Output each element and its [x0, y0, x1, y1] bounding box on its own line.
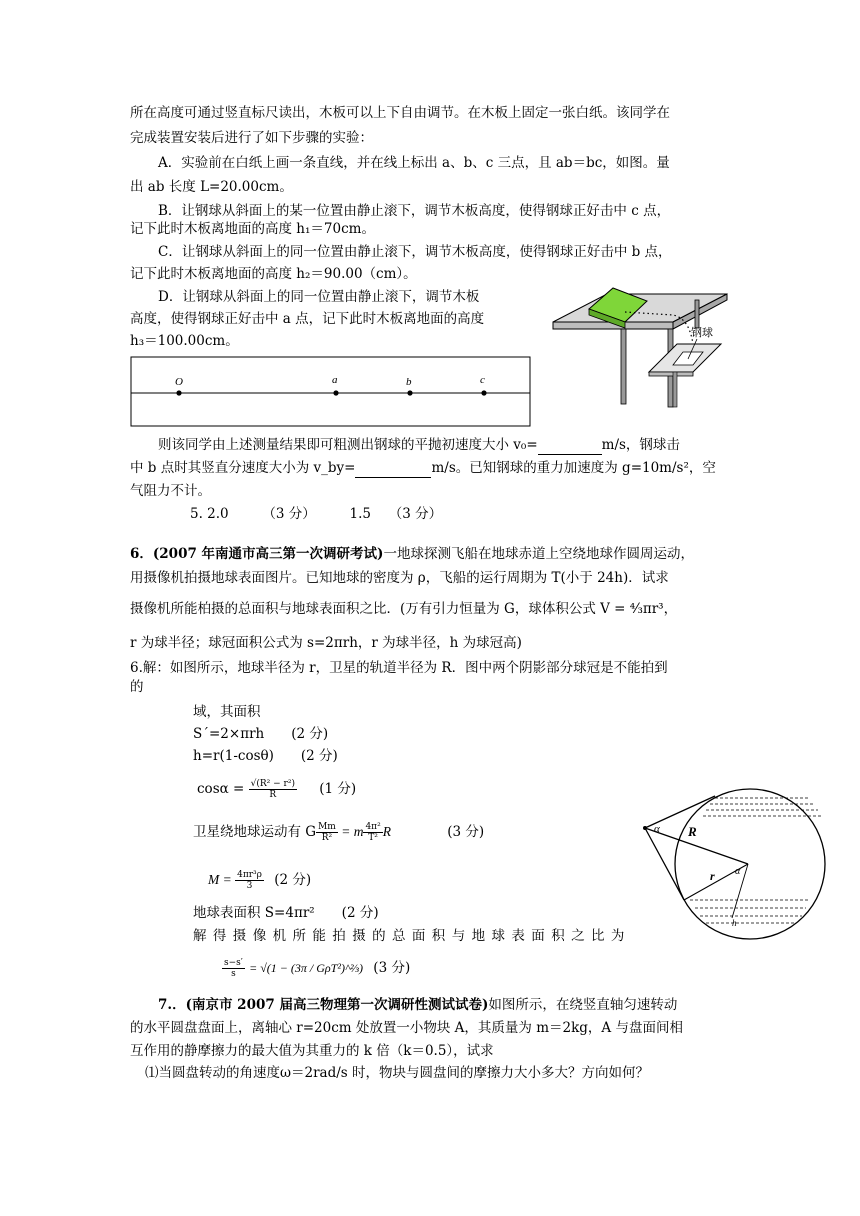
step-a-line-1: A．实验前在白纸上画一条直线，并在线上标出 a、b、c 三点，且 ab＝bc，如图。量 [158, 155, 670, 171]
gravity-den-2: T² [368, 833, 378, 843]
question-line-1-post: m/s，钢球击 [601, 437, 680, 453]
earth-circle [675, 789, 825, 939]
point-c [481, 390, 486, 395]
problem6-line-1-rest: 一地球探测飞船在地球赤道上空绕地球作圆周运动， [383, 546, 694, 562]
paper-strip-figure [130, 356, 532, 428]
gravity-mid: = m [337, 824, 364, 839]
intro-line-2: 完成装置安装后进行了如下步骤的实验： [130, 130, 373, 146]
label-a: a [332, 374, 338, 386]
apparatus-figure [545, 284, 730, 412]
label-h: h [732, 918, 737, 928]
solution-mass-eq [208, 870, 311, 891]
label-c: c [480, 374, 485, 386]
point-a [333, 390, 338, 395]
problem7-source: 7.．(南京市 2007 届高三物理第一次调研性测试试卷) [158, 997, 489, 1013]
cos-denominator: R [269, 790, 277, 800]
problem7-line-3: 互作用的静摩擦力的最大值为其重力的 k 倍（k＝0.5），试求 [130, 1043, 494, 1059]
label-alpha-2: α [735, 866, 741, 877]
question-line-1-pre: 则该同学由上述测量结果即可粗测出钢球的平抛初速度大小 v₀= [158, 437, 538, 453]
solution-earth-area: 地球表面积 S=4πr² (2 分) [193, 905, 379, 921]
problem7-line-4: ⑴当圆盘转动的角速度ω＝2rad/s 时，物块与圆盘间的摩擦力大小多大？方向如何？ [145, 1065, 650, 1081]
step-d-line-1: D．让钢球从斜面上的同一位置由静止滚下，调节木板 [158, 289, 480, 305]
gravity-den-1: R² [321, 833, 333, 843]
gravity-num-2: 4π² [365, 822, 381, 832]
step-d-line-3: h₃＝100.00cm。 [130, 333, 239, 349]
label-b: b [406, 376, 412, 388]
mass-den: 3 [246, 881, 253, 891]
label-alpha-1: α [654, 823, 660, 835]
gravity-fraction-1 [316, 822, 338, 843]
solution-final-eq [222, 958, 410, 979]
point-o [176, 390, 181, 395]
step-b-line-2: 记下此时木板离地面的高度 h₁＝70cm。 [130, 221, 375, 237]
final-fraction [222, 958, 245, 979]
problem6-line-1 [130, 545, 694, 563]
final-points: (3 分) [373, 960, 411, 976]
cos-lhs: cosα = [197, 781, 249, 797]
answer-blank-v0[interactable] [538, 436, 602, 455]
solution-cap-height: h=r(1-cosθ) (2 分) [193, 748, 338, 764]
solution-ratio-text: 解得摄像机所能拍摄的总面积与地球表面积之比为 [193, 928, 631, 944]
label-o: O [175, 376, 183, 388]
orbit-figure [640, 768, 840, 958]
step-d-line-2: 高度，使得钢球正好击中 a 点，记下此时木板离地面的高度 [130, 311, 485, 327]
step-b-line-1: B．让钢球从斜面上的某一位置由静止滚下，调节木板高度，使得钢球正好击中 c 点， [158, 203, 671, 219]
solution-gravity-eq [193, 822, 484, 843]
final-num: s−s′ [224, 958, 243, 968]
cos-fraction [249, 779, 297, 800]
question-line-1 [158, 436, 680, 455]
final-den: s [231, 969, 236, 979]
problem6-line-2: 用摄像机拍摄地球表面图片。已知地球的密度为 ρ，飞船的运行周期为 T(小于 24h)．试求 [130, 570, 669, 586]
steel-ball-label: 钢球 [691, 327, 713, 339]
intro-line-1: 所在高度可通过竖直标尺读出，木板可以上下自由调节。在木板上固定一张白纸。该同学在 [130, 105, 670, 121]
cos-points: (1 分) [319, 781, 357, 797]
problem7-line-1 [158, 996, 677, 1014]
gravity-rhs: R [382, 824, 391, 839]
problem6-line-4: r 为球半径；球冠面积公式为 s=2πrh，r 为球半径，h 为球冠高) [130, 635, 522, 651]
question-line-2-pre: 中 b 点时其竖直分速度大小为 v_by= [130, 460, 356, 476]
cos-numerator: √(R² − r²) [250, 779, 295, 789]
question-line-2-post: m/s。已知钢球的重力加速度为 g=10m/s²，空 [431, 460, 716, 476]
label-R: R [688, 824, 697, 839]
solution-cos-eq [197, 779, 356, 800]
gravity-fraction-2 [363, 822, 382, 843]
mass-lhs: M = [208, 872, 236, 887]
step-c-line-2: 记下此时木板离地面的高度 h₂＝90.00（cm）。 [130, 266, 417, 282]
answer-line: 5. 2.0 （3 分） 1.5 （3 分） [190, 506, 443, 522]
question-line-2 [130, 459, 716, 478]
problem6-line-3: 摄像机所能柏摄的总面积与地球表面积之比．(万有引力恒量为 G，球体积公式 V = ⁴⁄₃πr³， [130, 601, 678, 617]
answer-blank-vby[interactable] [355, 459, 431, 478]
label-r: r [710, 869, 715, 883]
question-line-3: 气阻力不计。 [130, 483, 211, 499]
gravity-points: (3 分) [447, 824, 485, 840]
problem7-line-2: 的水平圆盘盘面上，离轴心 r=20cm 处放置一小物块 A，其质量为 m＝2kg，A 与盘面间相 [130, 1020, 683, 1036]
problem6-source: 6．(2007 年南通市高三第一次调研考试) [130, 546, 384, 562]
shaded-cap-bottom [690, 900, 810, 923]
solution-cap-area: S´=2×πrh (2 分) [193, 726, 329, 742]
gravity-lhs: 卫星绕地球运动有 G [193, 824, 317, 840]
solution-area-intro: 域，其面积 [193, 704, 261, 720]
problem7-line-1-rest: 如图所示，在绕竖直轴匀速转动 [488, 997, 678, 1013]
solution-line-2: 的 [130, 679, 144, 695]
final-expression: = √(1 − (3π / GρT²)^⅔) [249, 961, 363, 975]
shaded-cap-top [703, 798, 821, 816]
mass-num: 4πr³ρ [237, 870, 262, 880]
point-b [407, 390, 412, 395]
gravity-num-1: Mm [318, 822, 336, 832]
solution-line-1: 6.解：如图所示，地球半径为 r，卫星的轨道半径为 R．图中两个阴影部分球冠是不能拍到 [130, 660, 668, 676]
step-c-line-1: C．让钢球从斜面上的同一位置由静止滚下，调节木板高度，使得钢球正好击中 b 点， [158, 244, 672, 260]
mass-points: (2 分) [274, 872, 312, 888]
mass-fraction [235, 870, 264, 891]
step-a-line-2: 出 ab 长度 L=20.00cm。 [130, 179, 293, 195]
